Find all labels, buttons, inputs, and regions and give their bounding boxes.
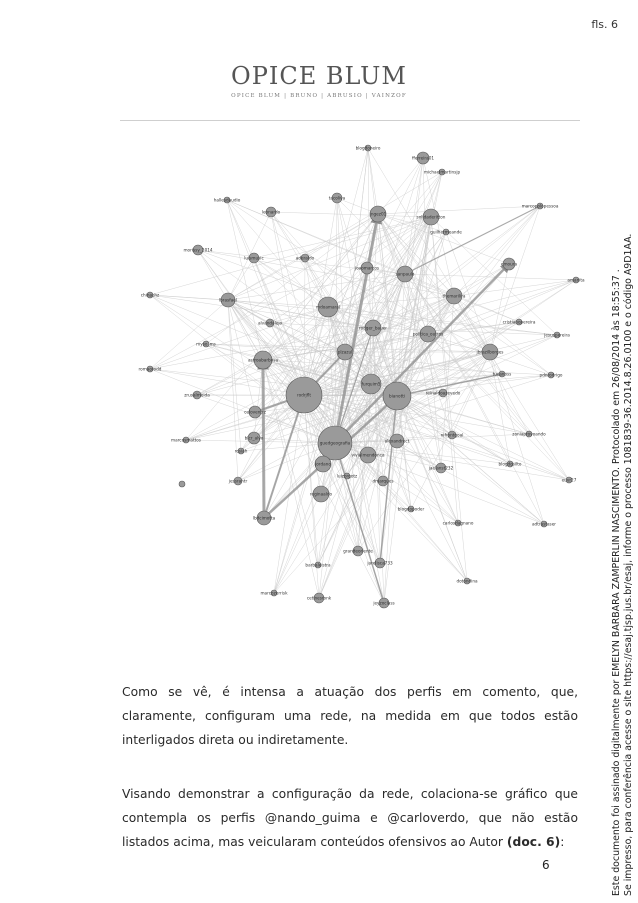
network-graph <box>110 138 585 648</box>
graph-node-label: michaelmartinsjp <box>423 169 461 175</box>
graph-nodes <box>139 145 586 608</box>
graph-edge <box>150 295 228 300</box>
graph-node-label: mdoamaral <box>316 304 340 310</box>
graph-node-label: jbrazilborges <box>476 349 504 355</box>
graph-node-label: jeyzoclass <box>373 600 395 606</box>
graph-node-label: tacoliva <box>328 195 346 201</box>
graph-edge <box>454 296 529 434</box>
paragraph-demonstration <box>122 782 578 854</box>
graph-node-label: sanpaulo <box>395 271 415 277</box>
graph-node-label: barbaleistra <box>305 562 331 568</box>
graph-node-label: myso_ms <box>196 341 216 347</box>
graph-node-label: aderaldo <box>295 255 315 261</box>
graph-node-label: blogdoneiro <box>355 145 381 151</box>
graph-node-label: tucanoss <box>492 371 512 377</box>
graph-node-label: blcr_alvo <box>244 435 264 441</box>
graph-node-label: marcozerrisk <box>260 590 288 596</box>
paragraph-demonstration-tail: : <box>560 835 565 849</box>
graph-node-label: rodrjflt <box>296 392 312 398</box>
graph-node-label: themarilira <box>442 293 466 299</box>
graph-node-label: joaomarcos <box>354 265 380 271</box>
graph-node-label: dmarques <box>372 478 394 484</box>
graph-node-label: fferreira01 <box>411 155 435 161</box>
graph-node-label: zrusalmeida <box>184 392 210 398</box>
graph-node-label: politica_outros <box>412 331 444 337</box>
graph-node-label: pdnrodrigo <box>539 372 563 378</box>
graph-node-label: cetinesronk <box>306 595 332 601</box>
graph-node-label: dotondina <box>456 578 478 584</box>
graph-node-label: vivialmendonca <box>351 452 385 458</box>
graph-node-label: marcosmattos <box>171 437 201 443</box>
graph-edge <box>431 217 467 581</box>
graph-edge <box>241 217 431 451</box>
header-divider <box>120 120 580 121</box>
graph-node <box>179 481 185 487</box>
graph-node-label: astroabarbosa <box>247 357 279 363</box>
graph-node-label: furquim5 <box>361 381 381 387</box>
document-reference: (doc. 6) <box>506 835 561 849</box>
graph-edge <box>405 274 529 434</box>
graph-node-label: carlosdagnano <box>442 520 474 526</box>
graph-edge <box>368 148 378 214</box>
firm-logo <box>0 62 638 99</box>
graph-node-label: grandeoriente <box>343 548 373 554</box>
graph-node-label: jordano <box>315 461 331 467</box>
graph-node-label: nifrontgoal <box>440 432 464 438</box>
signature-line-2: Se impresso, para conferência acesse o site https://esaj.tjsp.jus.br/esaj, informe o processo 1081839-36.2014.8.26.0100 e o código A9D1AA. <box>623 233 634 896</box>
graph-node-label: zoniaprovoando <box>512 431 546 437</box>
graph-node-label: emoura <box>500 261 518 267</box>
graph-node-label: lbrasfael <box>218 297 238 303</box>
graph-node-label: rodger_bauer <box>358 325 388 331</box>
graph-node-label: hallesdaudio <box>213 197 241 203</box>
graph-node-label: alvandalejo <box>257 320 283 326</box>
graph-node-label: jesuspereira <box>544 332 570 338</box>
graph-node-label: cristianopereira <box>502 319 536 325</box>
signature-line-1: Este documento foi assinado digitalmente por EMELYN BARBARA ZAMPERLIN NASCIMENTO. Protocolado em 26/08/2014 às 18:55:37 . <box>611 269 622 896</box>
graph-node-label: reinaldoazevedo <box>425 390 461 396</box>
graph-edge <box>150 300 228 369</box>
graph-node-label: luizorgotz <box>336 473 358 479</box>
graph-node-label: euvr27 <box>561 477 577 483</box>
page-number: 6 <box>542 858 550 872</box>
graph-node-label: romaorodd <box>138 366 162 372</box>
graph-node-label: adtrastaser <box>531 521 557 527</box>
graph-node-label: rosiah <box>234 448 248 454</box>
graph-node-label: jarelisca733 <box>367 560 393 566</box>
graph-node-label: amanita <box>567 277 585 283</box>
graph-edge <box>263 214 378 360</box>
graph-node-label: solidaderitton <box>416 214 446 220</box>
graph-edge <box>428 334 441 468</box>
graph-edge <box>454 296 551 375</box>
graph-node-label: jessrantr <box>228 478 248 484</box>
graph-edge <box>490 352 510 464</box>
logo-title: OPICE BLUM <box>231 62 407 90</box>
graph-node-label: lbdcimotta <box>252 515 276 521</box>
logo-subtitle: OPICE BLUM | BRUNO | ABRUSIO | VAINZOF <box>231 93 407 99</box>
folio-number: fls. 6 <box>591 18 618 31</box>
graph-node-label: bianotti <box>388 393 406 399</box>
graph-node-label: guedgeografia <box>319 440 351 446</box>
graph-node-label: morissy_2014 <box>183 247 213 253</box>
graph-edge <box>228 300 238 481</box>
graph-node-label: marcopolopessoa <box>521 203 559 209</box>
graph-node-label: celoventrz <box>244 409 266 415</box>
graph-node-label: alexandrect <box>384 438 410 444</box>
graph-edge <box>228 274 405 300</box>
graph-edge <box>378 206 540 214</box>
graph-node-label: leonardo <box>261 209 281 215</box>
graph-node-label: blogdopoder <box>397 506 425 512</box>
digital-signature-note <box>611 36 635 896</box>
paragraph-demonstration-lead: Visando demonstrar a configuração da rede, colaciona-se gráfico que contempla os perfis @nando_guima e @carloverdo, que não estão listados acima, mas veicularam conteúdos ofensivos ao Autor <box>122 787 578 849</box>
paragraph-network: Como se vê, é intensa a atuação dos perfis em comento, que, claramente, configuram uma rede, na medida em que todos estão interligados direta ou indiretamente. <box>122 685 578 747</box>
graph-edge <box>431 217 557 335</box>
graph-node-label: jaelanst232 <box>428 465 454 471</box>
graph-node-label: guilhermeande <box>430 229 462 235</box>
graph-node-label: reginaaldo <box>309 491 333 497</box>
graph-node-label: jngez01 <box>369 211 387 217</box>
graph-node-label: plzazul <box>337 349 353 355</box>
graph-node-label: blogdosilto <box>498 461 522 467</box>
graph-edge <box>228 172 442 300</box>
graph-edge <box>228 258 254 300</box>
graph-node-label: luismusic <box>244 255 264 261</box>
graph-node-label: chinachz <box>140 292 160 298</box>
